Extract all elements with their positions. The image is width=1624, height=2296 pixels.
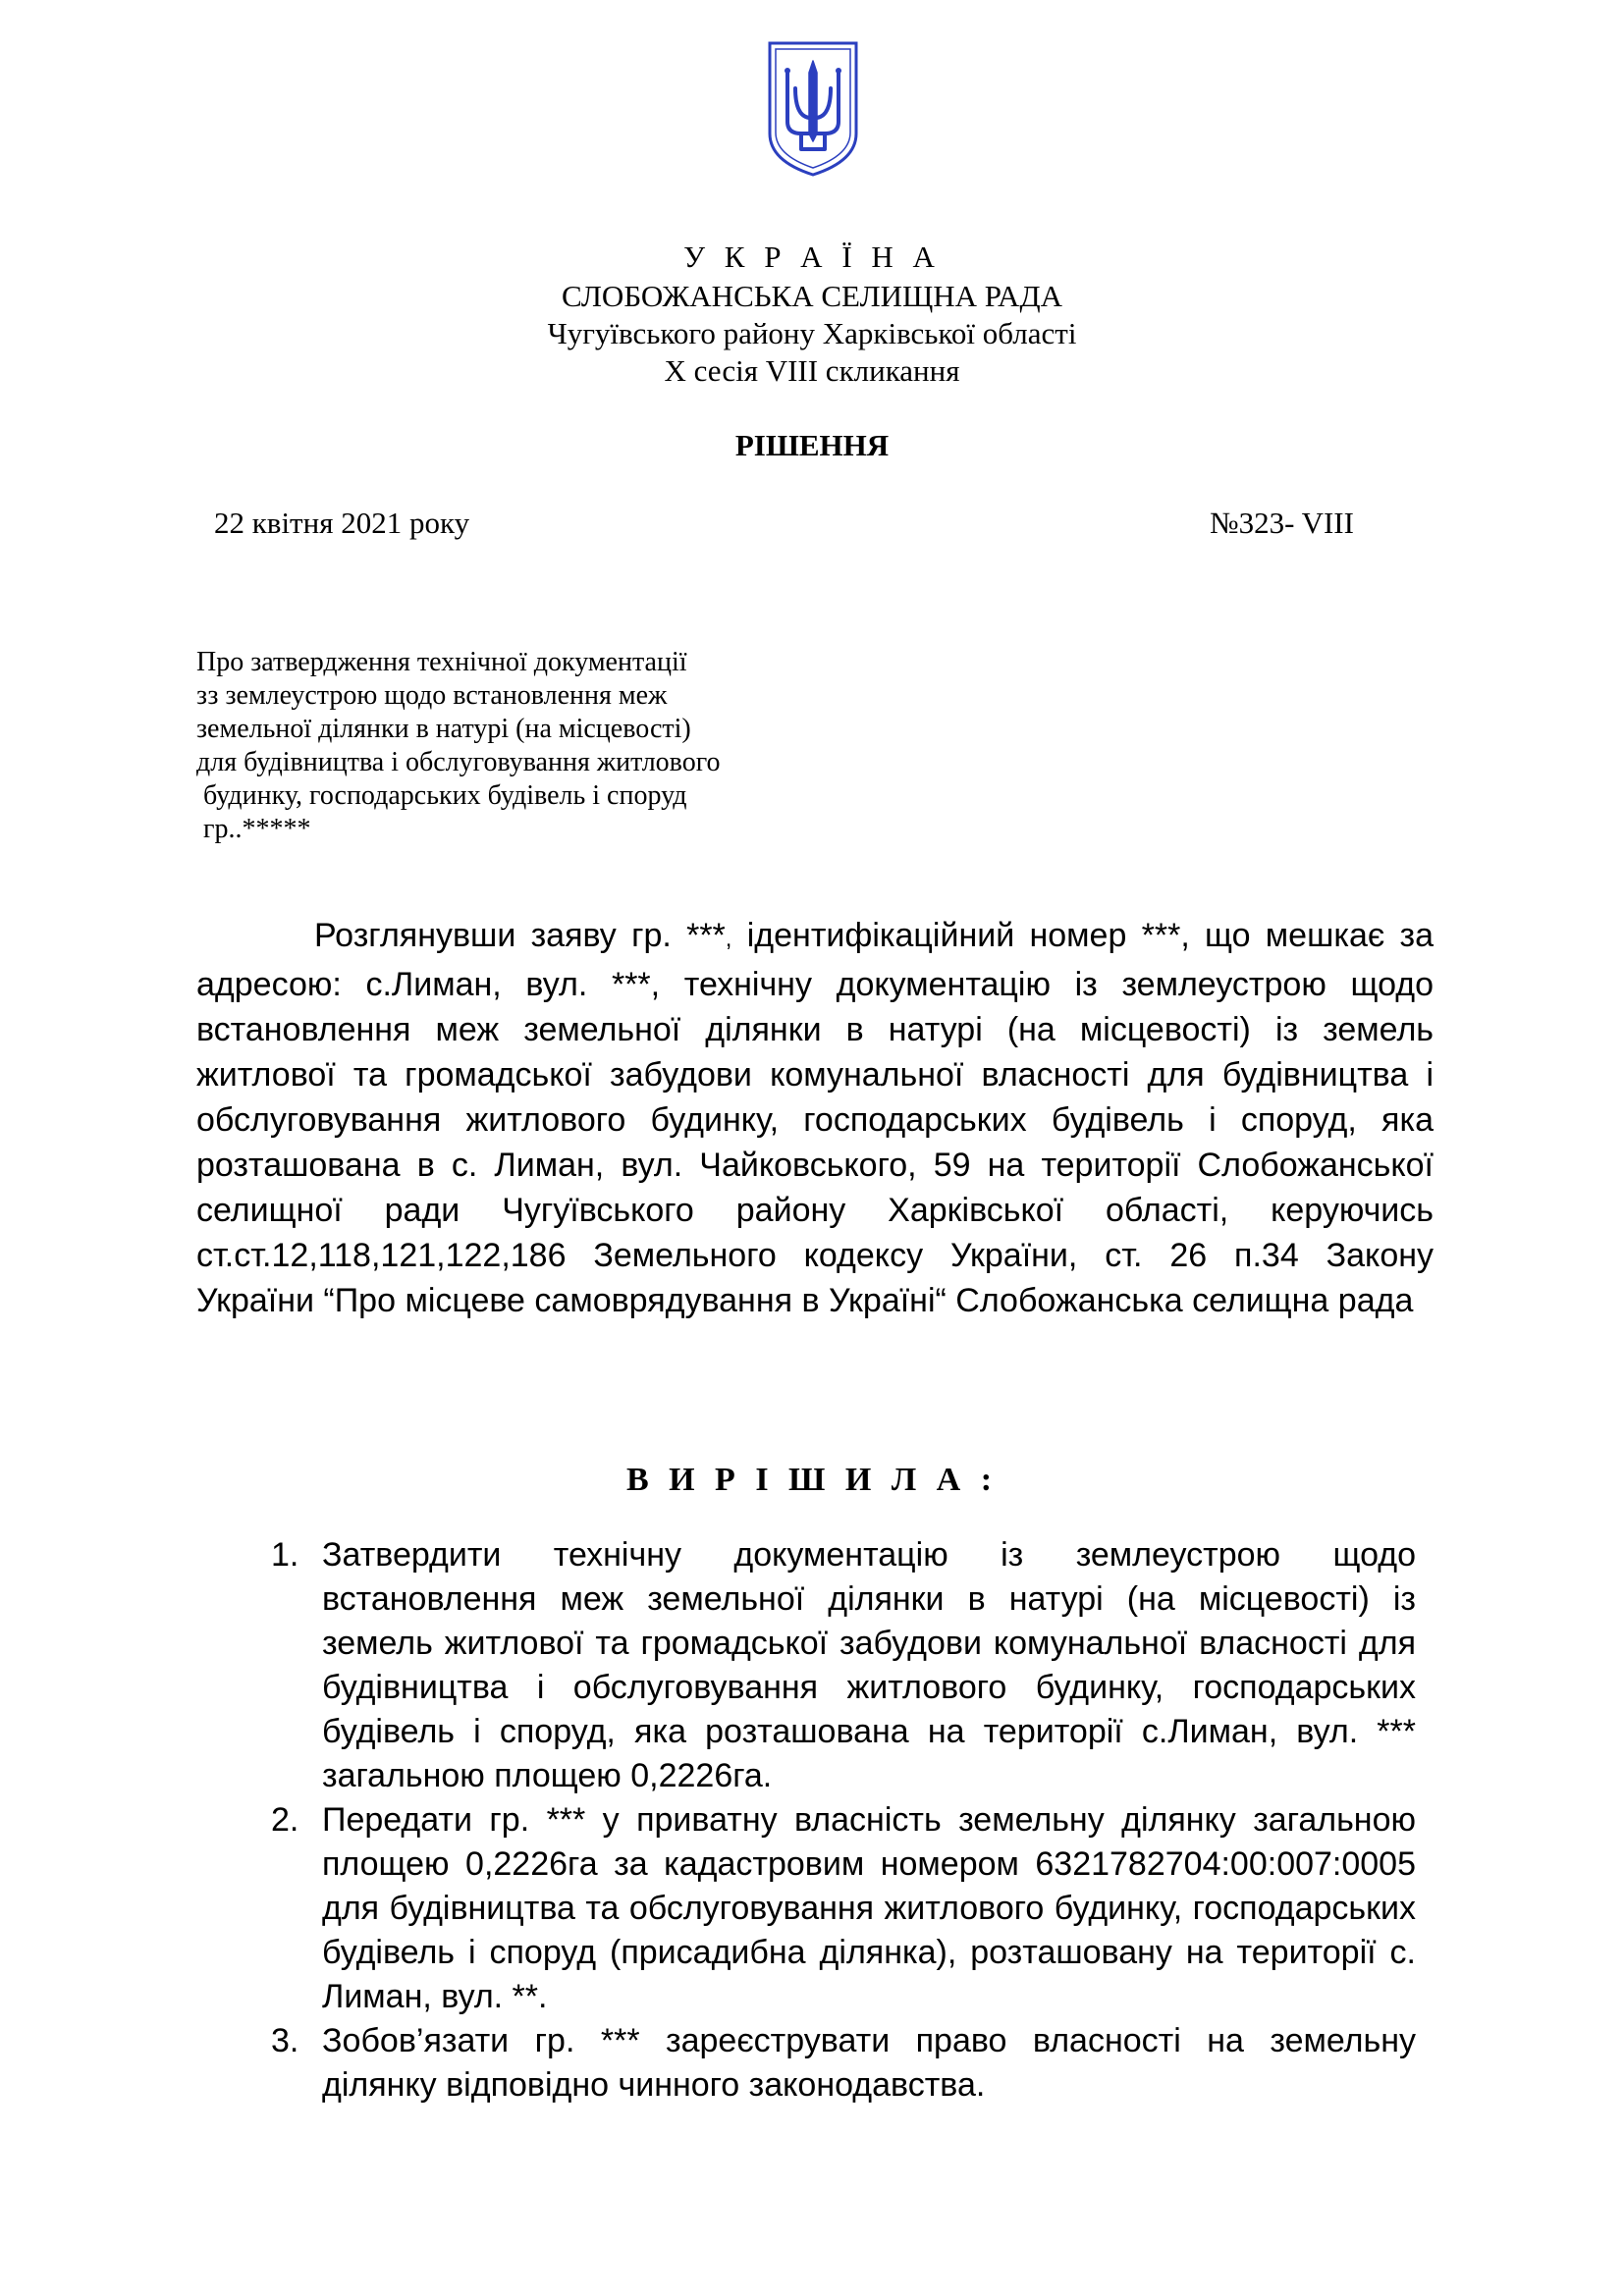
district-name: Чугуївського району Харківської області <box>547 316 1077 350</box>
document-type: РІШЕННЯ <box>734 428 890 462</box>
decision-number-label: 1. <box>271 1536 299 1574</box>
council-name: СЛОБОЖАНСЬКА СЕЛИЩНА РАДА <box>562 279 1062 313</box>
preamble-paragraph <box>196 913 1434 1323</box>
coat-of-arms-icon <box>766 39 860 179</box>
country-name: У К Р А Ї Н А <box>683 240 941 274</box>
session-info: Х сесія VIII скликання <box>664 353 960 388</box>
subject-line: для будівництва і обслуговування житлового <box>196 747 721 777</box>
decision-date: 22 квітня 2021 року <box>214 506 470 540</box>
decision-item <box>253 1798 1416 2019</box>
subject-line: Про затвердження технічної документації <box>196 647 687 677</box>
decisions-list <box>253 1533 1416 2108</box>
decision-text: Затвердити технічну документацію із землеустрою щодо встановлення меж земельної ділянки в натурі (на місцевості) із земель житлової та громадської забудови комунальної власності для будівництва і обслуговування житлового будинку, господарських будівель і споруд, яка розташована на території с.Лиман, вул. *** загальною площею 0,2226га. <box>322 1536 1416 1794</box>
preamble-comma: , <box>725 926 732 952</box>
decision-number-label: 2. <box>271 1801 299 1839</box>
decision-number: №323- VIII <box>1210 506 1354 540</box>
subject-line: зз землеустрою щодо встановлення меж <box>196 680 668 711</box>
decision-text: Зобов’язати гр. *** зареєструвати право власності на земельну ділянку відповідно чинного законодавства. <box>322 2022 1416 2104</box>
subject-line: будинку, господарських будівель і споруд <box>196 780 687 811</box>
preamble-rest: ідентифікаційний номер ***, що мешкає за адресою: с.Лиман, вул. ***, технічну документацію із землеустрою щодо встановлення меж земельної ділянки в натурі (на місцевості) із земель житлової та громадської забудови комунальної власності для будівництва і обслуговування житлового будинку, господарських будівель і споруд, яка розташована в с. Лиман, вул. Чайковського, 59 на території Слобожанської селищної ради Чугуївського району Харківської області, керуючись ст.ст.12,118,121,122,186 Земельного кодексу України, ст. 26 п.34 Закону України “Про місцеве самоврядування в Україні“ Слобожанська селищна рада <box>196 917 1435 1319</box>
subject-line: гр..***** <box>196 814 311 844</box>
decided-heading: В И Р І Ш И Л А : <box>625 1462 999 1498</box>
preamble-start: Розглянувши заяву гр. *** <box>314 917 726 954</box>
decision-text: Передати гр. *** у приватну власність земельну ділянку загальною площею 0,2226га за кадастровим номером 6321782704:00:007:0005 для будівництва та обслуговування житлового будинку, господарських будівель і споруд (присадибна ділянка), розташовану на території с. Лиман, вул. **. <box>322 1801 1416 2015</box>
decision-item <box>253 1533 1416 1798</box>
decision-number-label: 3. <box>271 2022 299 2059</box>
decision-item <box>253 2019 1416 2108</box>
subject-line: земельної ділянки в натурі (на місцевості) <box>196 714 691 744</box>
